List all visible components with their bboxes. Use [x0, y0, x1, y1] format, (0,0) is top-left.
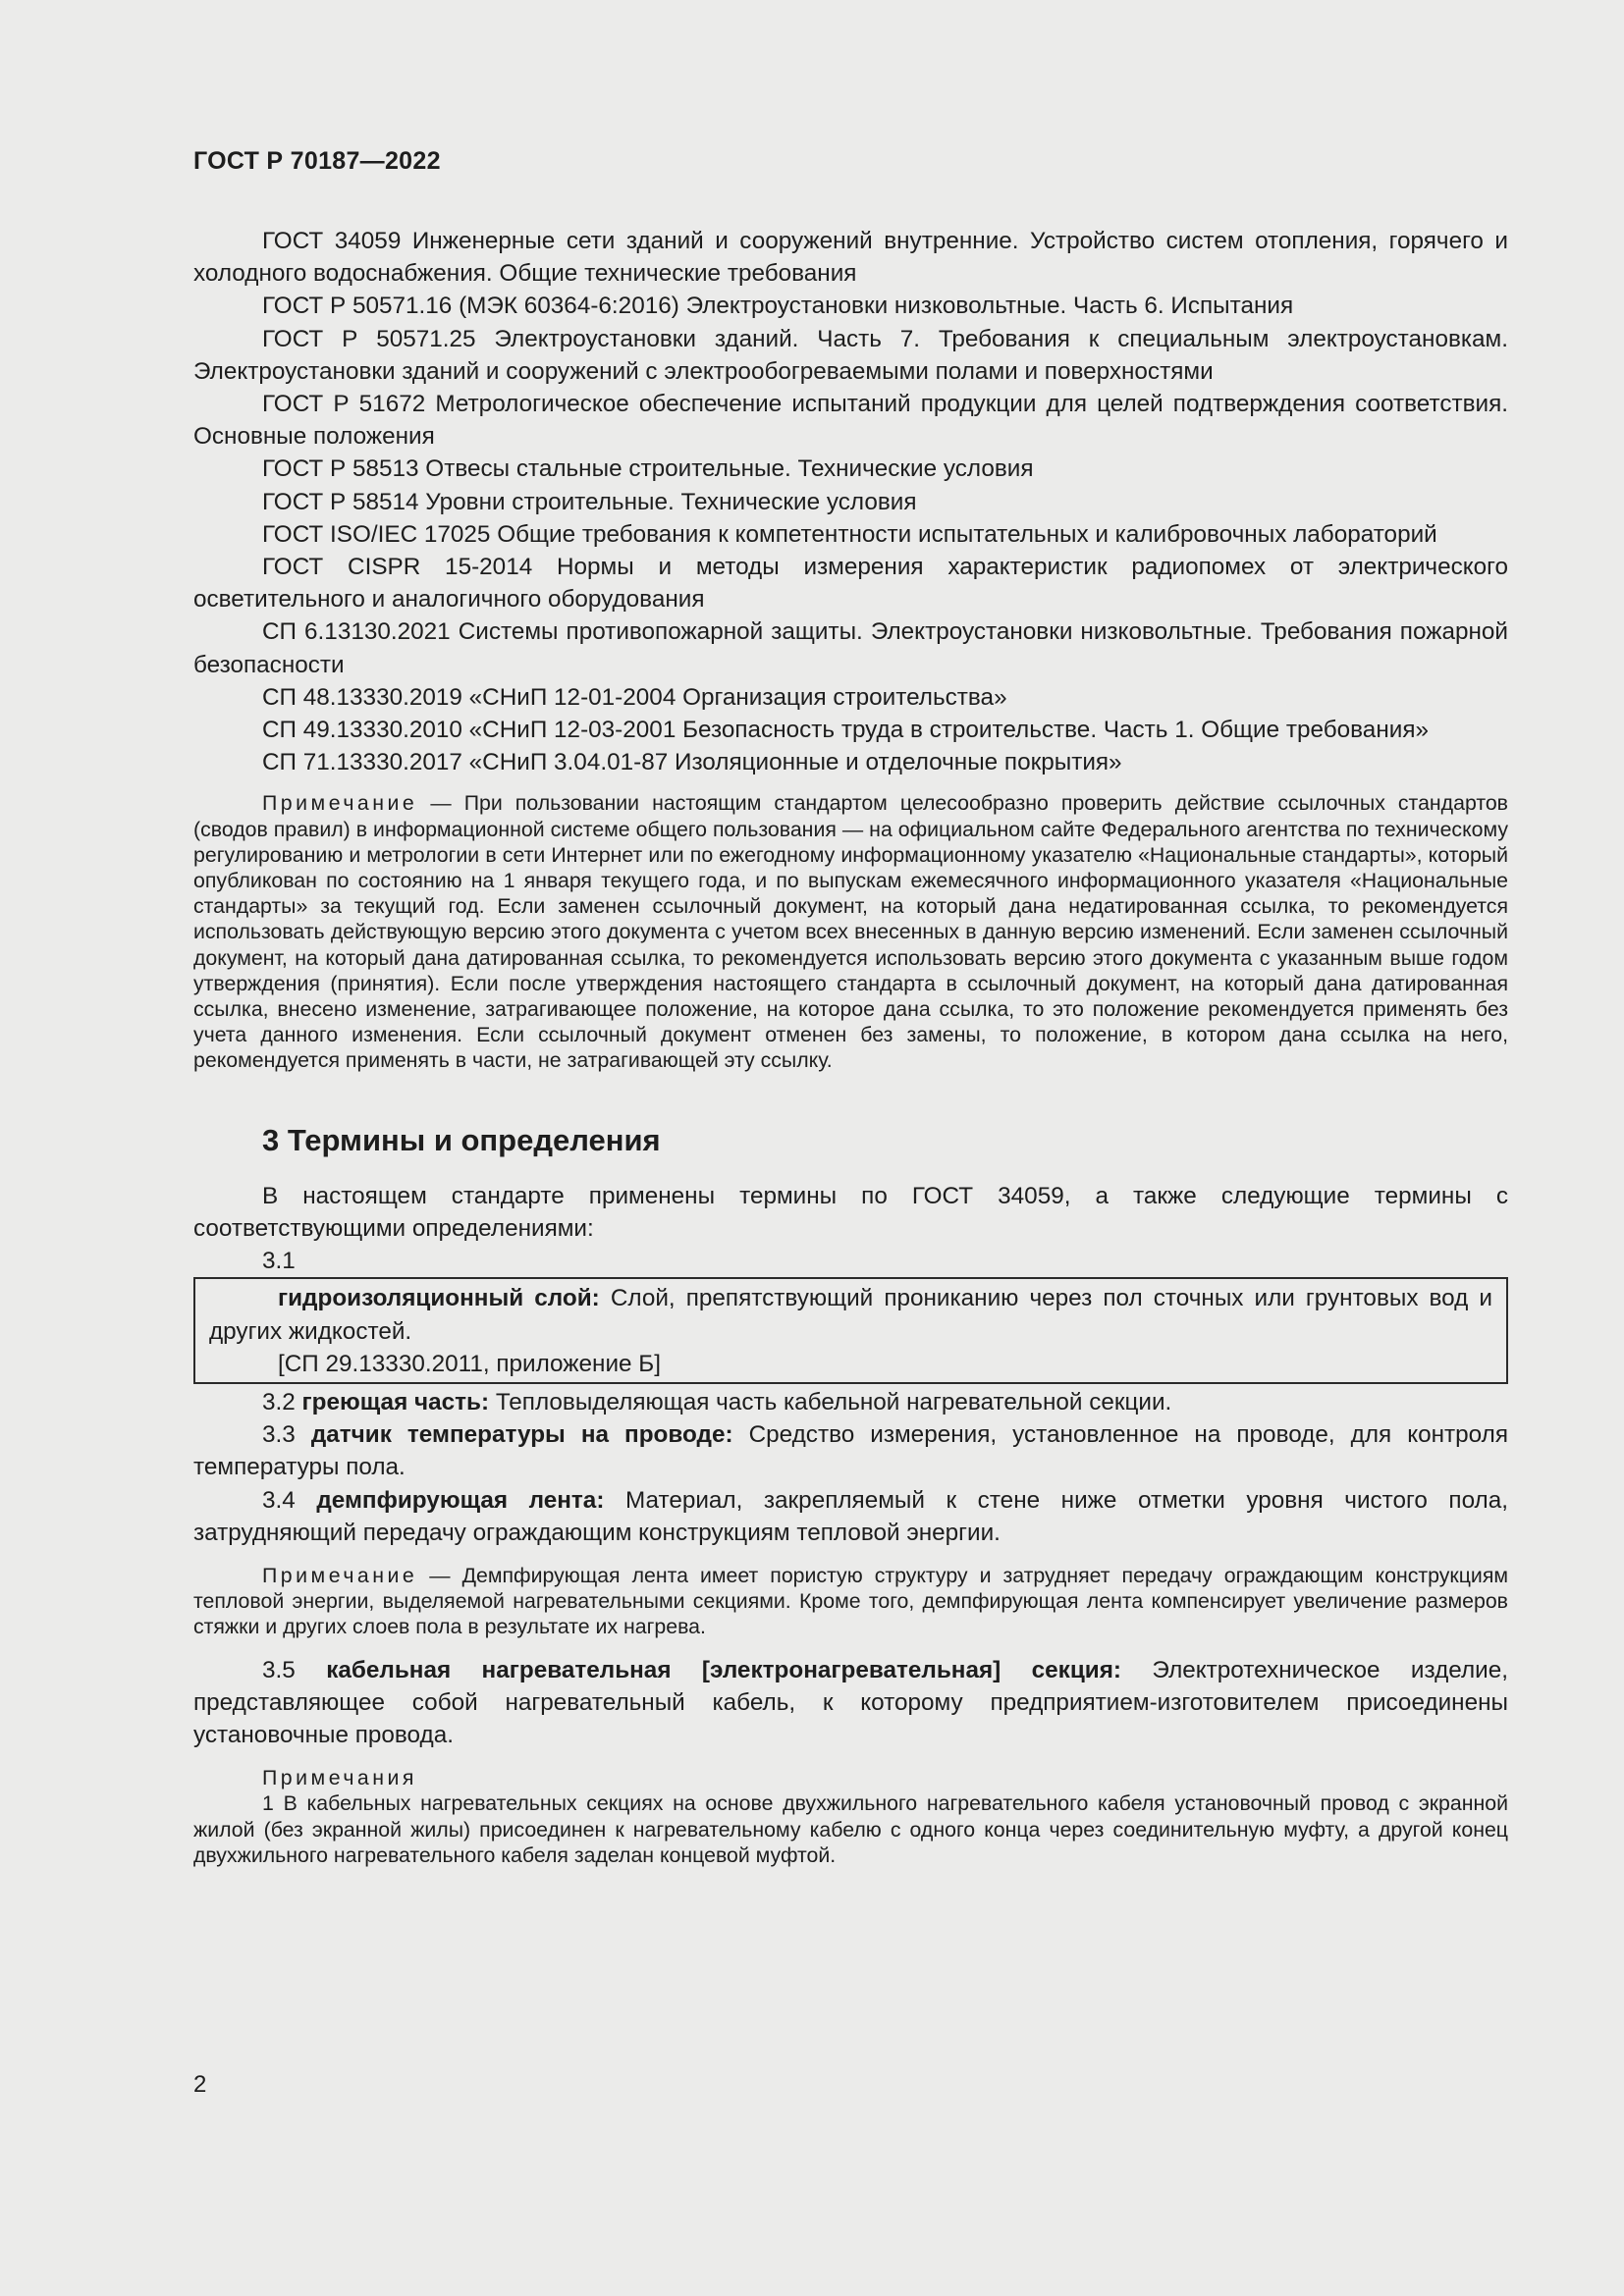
section-title: 3 Термины и определения	[262, 1122, 661, 1157]
reference-item: ГОСТ Р 50571.25 Электроустановки зданий. Часть 7. Требования к специальным электроустановкам. Электроустановки зданий и сооружений с электрообогреваемыми полами и поверхностями	[193, 325, 1508, 385]
notes-label: Примечания	[262, 1766, 417, 1790]
page-number: 2	[193, 2071, 207, 2098]
term-name: кабельная нагревательная [электронагревательная] секция:	[326, 1656, 1121, 1683]
section-intro: В настоящем стандарте применены термины по ГОСТ 34059, а также следующие термины с соответствующими определениями:	[193, 1182, 1508, 1242]
term-definition	[209, 1282, 1492, 1347]
references-note	[193, 790, 1508, 1073]
reference-item: ГОСТ Р 50571.16 (МЭК 60364-6:2016) Электроустановки низковольтные. Часть 6. Испытания	[262, 293, 1294, 320]
note-label: Примечание	[262, 791, 418, 816]
note-text: — Демпфирующая лента имеет пористую структуру и затрудняет передачу ограждающим конструкциям тепловой энергии, выделяемой нагревательными секциями. Кроме того, демпфирующая лента компенсирует увеличение размеров стяжки и других слоев пола в результате их нагрева.	[193, 1563, 1508, 1639]
term-definition	[193, 1418, 1508, 1483]
term-box	[193, 1277, 1508, 1384]
term-definition	[193, 1654, 1508, 1752]
reference-item: ГОСТ Р 58513 Отвесы стальные строительные. Технические условия	[262, 455, 1034, 483]
document-page	[193, 137, 1508, 1868]
reference-item: ГОСТ Р 58514 Уровни строительные. Технические условия	[262, 488, 917, 515]
term-name: датчик температуры на проводе:	[310, 1421, 733, 1449]
reference-item: СП 6.13130.2021 Системы противопожарной защиты. Электроустановки низковольтные. Требования пожарной безопасности	[193, 618, 1508, 678]
term-number: 3.2	[262, 1388, 302, 1415]
normative-references	[193, 225, 1508, 778]
term-number: 3.1	[262, 1248, 296, 1275]
term-note	[193, 1563, 1508, 1640]
note-item: 1 В кабельных нагревательных секциях на основе двухжильного нагревательного кабеля установочный провод с экранной жилой (без экранной жилы) присоединен к нагревательному кабелю с одного конца через соединительную муфту, а другой конец двухжильного нагревательного кабеля заделан концевой муфтой.	[193, 1791, 1508, 1867]
term-source: [СП 29.13330.2011, приложение Б]	[278, 1350, 661, 1377]
term-name: греющая часть:	[301, 1388, 490, 1415]
term-definition	[193, 1484, 1508, 1549]
reference-item: ГОСТ CISPR 15-2014 Нормы и методы измерения характеристик радиопомех от электрического осветительного и аналогичного оборудования	[193, 554, 1508, 614]
term-name: демпфирующая лента:	[316, 1486, 605, 1514]
term-def: Тепловыделяющая часть кабельной нагревательной секции.	[489, 1388, 1172, 1415]
term-def: Слой, препятствующий прониканию через пол сточных или грунтовых вод и других жидкостей.	[209, 1285, 1492, 1345]
term-name: гидроизоляционный слой:	[278, 1285, 600, 1312]
term-def: Электротехническое изделие, представляющее собой нагревательный кабель, к которому предприятием-изготовителем присоединены установочные провода.	[193, 1656, 1508, 1748]
term-number: 3.4	[262, 1486, 317, 1514]
term-number: 3.3	[262, 1421, 311, 1449]
reference-item: ГОСТ 34059 Инженерные сети зданий и сооружений внутренние. Устройство систем отопления, горячего и холодного водоснабжения. Общие технические требования	[193, 228, 1508, 288]
note-text: — При пользовании настоящим стандартом целесообразно проверить действие ссылочных стандартов (сводов правил) в информационной системе общего пользования — на официальном сайте Федерального агентства по техническому регулированию и метрологии в сети Интернет или по ежегодному информационному указателю «Национальные стандарты», который опубликован по состоянию на 1 января текущего года, и по выпускам ежемесячного информационного указателя «Национальные стандарты» за текущий год. Если заменен ссылочный документ, на который дана недатированная ссылка, то рекомендуется использовать действующую версию этого документа с учетом всех внесенных в данную версию изменений. Если заменен ссылочный документ, на который дана датированная ссылка, то рекомендуется использовать версию этого документа с указанным выше годом утверждения (принятия). Если после утверждения настоящего стандарта в ссылочный документ, на который дана датированная ссылка, внесено изменение, затрагивающее положение, на которое дана ссылка, то это положение рекомендуется применять без учета данного изменения. Если ссылочный документ отменен без замены, то положение, в котором дана ссылка на него, рекомендуется применять в части, не затрагивающей эту ссылку.	[193, 791, 1508, 1073]
term-def: Материал, закрепляемый к стене ниже отметки уровня чистого пола, затрудняющий передачу ограждающим конструкциям тепловой энергии.	[193, 1486, 1508, 1546]
reference-item: СП 71.13330.2017 «СНиП 3.04.01-87 Изоляционные и отделочные покрытия»	[262, 749, 1122, 776]
reference-item: СП 49.13330.2010 «СНиП 12-03-2001 Безопасность труда в строительстве. Часть 1. Общие требования»	[262, 717, 1429, 744]
term-number: 3.5	[262, 1656, 327, 1683]
reference-item: ГОСТ ISO/IEC 17025 Общие требования к компетентности испытательных и калибровочных лабораторий	[262, 520, 1437, 548]
reference-item: ГОСТ Р 51672 Метрологическое обеспечение испытаний продукции для целей подтверждения соответствия. Основные положения	[193, 391, 1508, 451]
note-label: Примечание	[262, 1563, 418, 1587]
document-header: ГОСТ Р 70187—2022	[193, 147, 441, 175]
term-def: Средство измерения, установленное на проводе, для контроля температуры пола.	[193, 1421, 1508, 1481]
reference-item: СП 48.13330.2019 «СНиП 12-01-2004 Организация строительства»	[262, 683, 1007, 711]
term-definition	[193, 1386, 1508, 1418]
